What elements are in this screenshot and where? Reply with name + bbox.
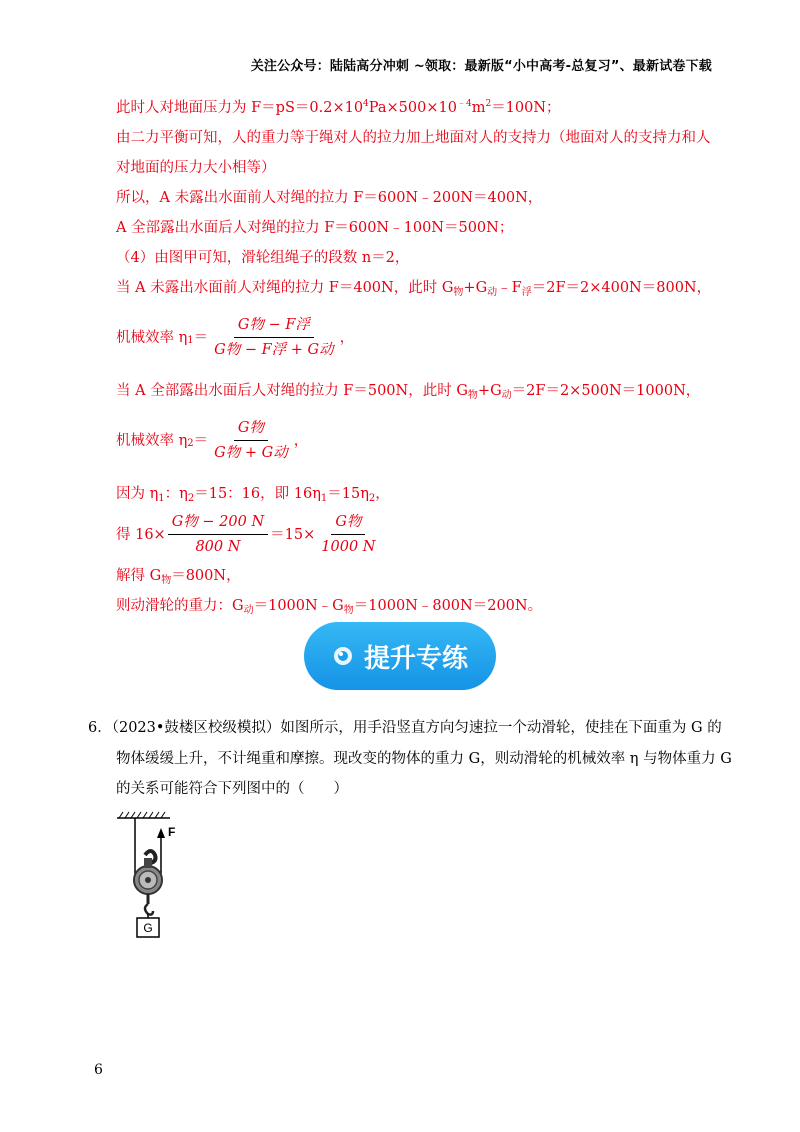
- solution-line-7: 当 A 未露出水面前人对绳的拉力 F＝400N，此时 $G_物+G_动﹣F_浮=2F=2\times 400N=800N$，: [116, 280, 712, 298]
- solution-line-10: 得 16× $\frac{\text{G物 − 200 N}}{800 N}$ ＝15× $\frac{\text{G物}}{1000 N}$: [116, 512, 381, 557]
- eta2-fraction: [210, 418, 292, 463]
- line10-numerator-1: G物 − 200 N: [168, 512, 268, 535]
- question-line-1: 6．（2023•鼓楼区校级模拟）如图所示，用手沿竖直方向匀速拉一个动滑轮，使挂在下面重为 G 的: [88, 720, 722, 736]
- weight-label: G: [143, 921, 153, 935]
- solution-line-1: 此时人对地面压力为 $F=pS=0.2\times 10^4Pa\times 500\times 10^{﹣4}m^2=100N$；: [116, 99, 561, 116]
- line10-numerator-2: G物: [331, 512, 365, 535]
- eta1-fraction: [210, 315, 337, 360]
- eta1-formula: 机械效率 η 1 ＝ $\frac{\text{G物 − F浮}}{\text{G物 − F浮 + G动}}$ ，: [116, 317, 355, 358]
- solution-line-8: 当 A 全部露出水面后人对绳的拉力 F＝500N，此时 $G_物+G_动=2F=2\times 500N=1000N$，: [116, 383, 701, 401]
- question-line-3: 的关系可能符合下列图中的（ ）: [116, 781, 348, 797]
- practice-banner: [304, 622, 496, 690]
- force-label: F: [168, 825, 176, 839]
- eta2-numerator: G物: [234, 418, 268, 441]
- eta2-formula: 机械效率 η 2 ＝ $\frac{\text{G物}}{\text{G物 + G动}}$ ，: [116, 420, 309, 461]
- pulley-figure: [115, 810, 195, 940]
- eta1-denominator: G物 − F浮 + G动: [214, 342, 334, 358]
- solution-line-5: A 全部露出水面后人对绳的拉力 F＝600N﹣100N＝500N；: [116, 220, 514, 236]
- practice-banner-label: 提升专练: [363, 643, 468, 674]
- solution-line-4: 所以，A 未露出水面前人对绳的拉力 F＝600N﹣200N＝400N，: [116, 190, 543, 206]
- solution-line-2: 由二力平衡可知，人的重力等于绳对人的拉力加上地面对人的支持力（地面对人的支持力和人: [116, 130, 711, 146]
- solution-line-9: 因为 $\eta_1$：$\eta_2=15$：16，即 $16\eta_1=15\eta_2$，: [116, 486, 390, 504]
- page-header: 关注公众号：陆陆高分冲刺 ~领取：最新版“小中高考-总复习”、最新试卷下载: [250, 59, 712, 74]
- line10-denominator-2: 1000 N: [321, 539, 376, 555]
- page-number: 6: [94, 1062, 103, 1078]
- line10-fraction-2: [317, 512, 379, 557]
- line10-fraction-1: [168, 512, 268, 557]
- eta1-numerator: G物 − F浮: [234, 315, 314, 338]
- bubble-icon: [332, 645, 354, 667]
- solution-line-3: 对地面的压力大小相等）: [116, 160, 276, 176]
- line10-denominator-1: 800 N: [195, 539, 241, 555]
- question-line-2: 物体缓缓上升，不计绳重和摩擦。现改变的物体的重力 G，则动滑轮的机械效率 η 与物体重力 G: [116, 751, 732, 767]
- eta2-denominator: G物 + G动: [214, 445, 288, 461]
- solution-line-12: 则动滑轮的重力：$G_动=1000N﹣G_物=1000N﹣800N=200N$。: [116, 598, 543, 616]
- solution-line-6: （4）由图甲可知，滑轮组绳子的段数 n＝2，: [116, 250, 410, 266]
- solution-line-11: 解得 $G_物=800N$，: [116, 568, 241, 586]
